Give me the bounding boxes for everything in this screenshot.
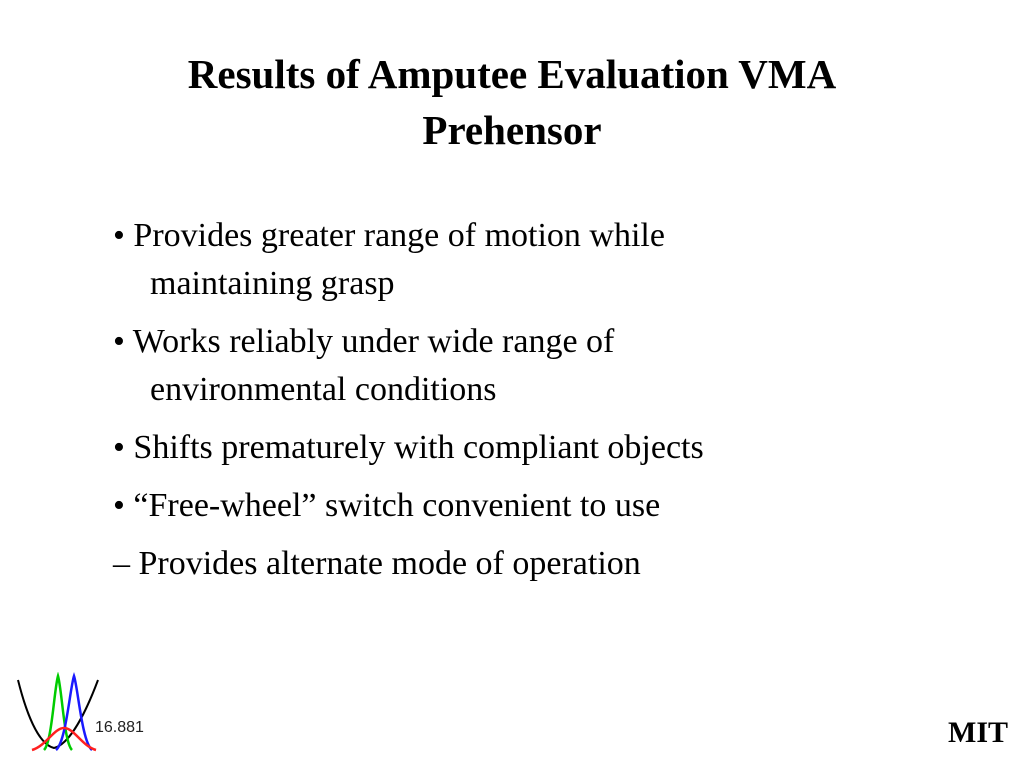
institution-label: MIT bbox=[948, 716, 1008, 749]
sub-bullet-text: – Provides alternate mode of operation bbox=[113, 545, 641, 582]
bullet-item bbox=[113, 482, 913, 530]
bullet-item bbox=[113, 318, 913, 414]
bullet-text-continued: environmental conditions bbox=[150, 371, 497, 408]
bullet-text: • Provides greater range of motion while bbox=[113, 217, 665, 254]
bullet-text-continued: maintaining grasp bbox=[150, 265, 395, 302]
bullet-item bbox=[113, 424, 913, 472]
title-line-1: Results of Amputee Evaluation VMA bbox=[187, 51, 837, 97]
title-line-2: Prehensor bbox=[422, 107, 602, 153]
bullet-item bbox=[113, 212, 913, 308]
bullet-text: • Works reliably under wide range of bbox=[113, 323, 615, 360]
logo-curve-blue bbox=[56, 676, 92, 750]
course-number: 16.881 bbox=[95, 719, 144, 736]
course-logo-icon bbox=[14, 672, 106, 752]
bullet-text: • “Free-wheel” switch convenient to use bbox=[113, 487, 661, 524]
slide-title bbox=[0, 46, 1024, 158]
bullet-text: • Shifts prematurely with compliant objects bbox=[113, 429, 704, 466]
sub-bullet-item bbox=[113, 540, 913, 588]
bullet-list bbox=[113, 212, 913, 598]
